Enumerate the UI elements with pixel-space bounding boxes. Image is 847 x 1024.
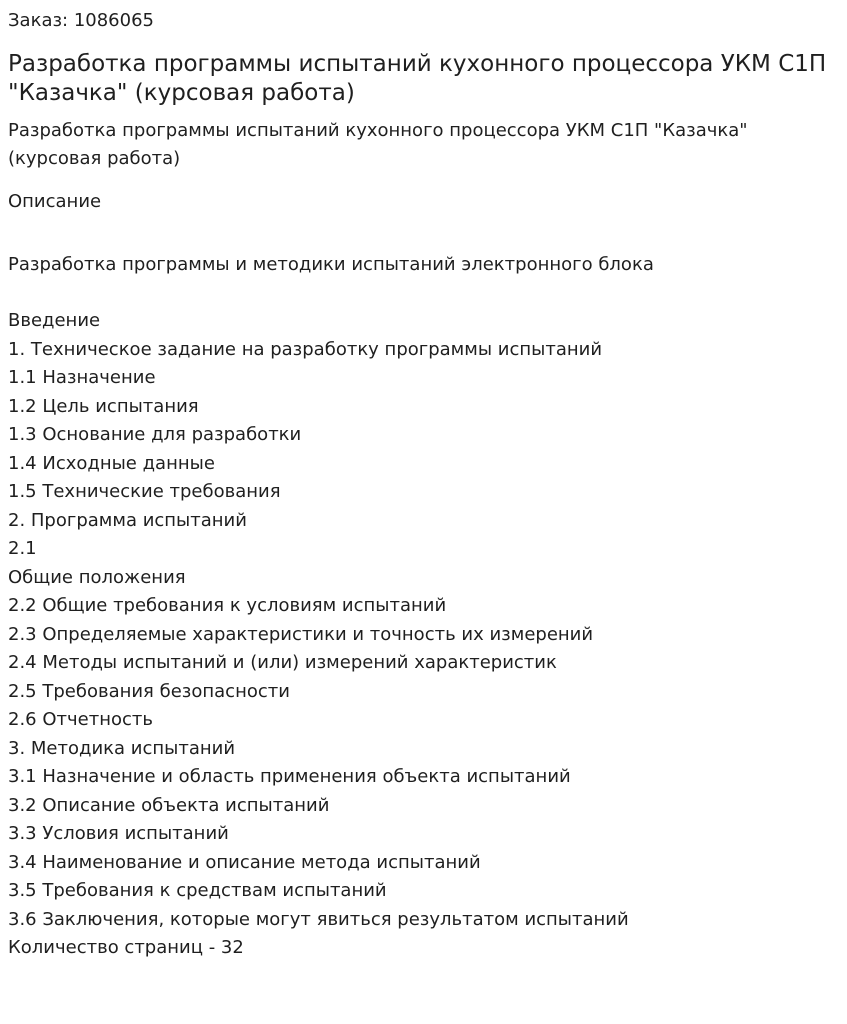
table-of-contents: [8, 307, 839, 963]
toc-item: 3.3 Условия испытаний: [8, 823, 229, 844]
toc-item: 2.1: [8, 538, 37, 559]
toc-item: 3.5 Требования к средствам испытаний: [8, 880, 387, 901]
toc-item: 2. Программа испытаний: [8, 509, 247, 531]
description-heading: Описание: [8, 191, 102, 212]
toc-item: 1.3 Основание для разработки: [8, 424, 302, 445]
toc-item: 1. Техническое задание на разработку программы испытаний: [8, 338, 603, 360]
toc-item: 2.6 Отчетность: [8, 709, 153, 730]
order-number: Заказ: 1086065: [8, 10, 154, 31]
toc-item: Введение: [8, 310, 101, 331]
toc-item: 2.5 Требования безопасности: [8, 680, 290, 702]
page-subtitle: Разработка программы испытаний кухонного процессора УКМ С1П "Казачка" (курсовая работа): [8, 120, 748, 169]
toc-item: 1.4 Исходные данные: [8, 452, 215, 474]
toc-item: 2.4 Методы испытаний и (или) измерений характеристик: [8, 652, 557, 673]
toc-item: Количество страниц - 32: [8, 937, 244, 958]
toc-item: 3.2 Описание объекта испытаний: [8, 794, 330, 816]
toc-item: 1.2 Цель испытания: [8, 395, 199, 417]
toc-item: 3.6 Заключения, которые могут явиться результатом испытаний: [8, 908, 629, 930]
toc-item: 3.1 Назначение и область применения объекта испытаний: [8, 766, 571, 787]
toc-item: 1.5 Технические требования: [8, 481, 281, 502]
description-text: Разработка программы и методики испытаний электронного блока: [8, 254, 654, 275]
toc-item: Общие положения: [8, 566, 186, 588]
toc-item: 3. Методика испытаний: [8, 737, 236, 759]
toc-item: 1.1 Назначение: [8, 367, 156, 388]
page-title: Разработка программы испытаний кухонного процессора УКМ С1П "Казачка" (курсовая работа): [8, 51, 827, 106]
toc-item: 2.2 Общие требования к условиям испытаний: [8, 595, 447, 616]
toc-item: 2.3 Определяемые характеристики и точность их измерений: [8, 623, 594, 645]
toc-item: 3.4 Наименование и описание метода испытаний: [8, 851, 481, 873]
